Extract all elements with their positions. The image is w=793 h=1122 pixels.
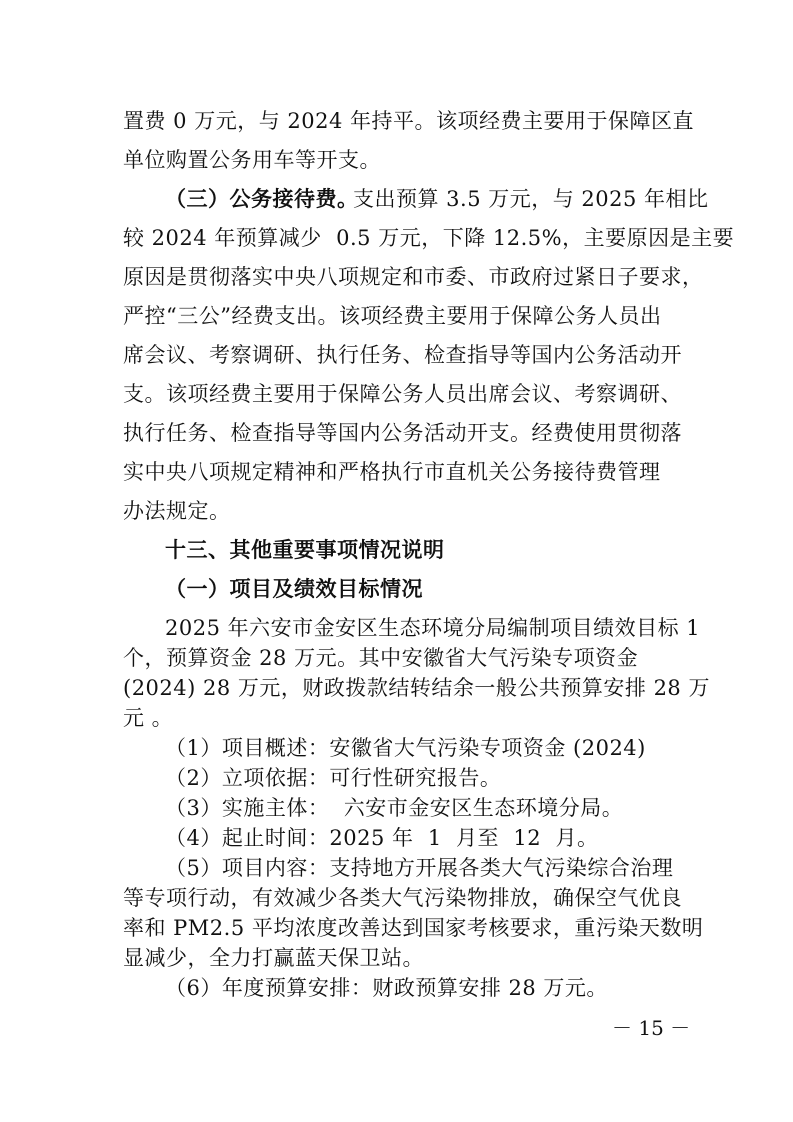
body-line: 显减少，全力打赢蓝天保卫站。 bbox=[123, 946, 424, 970]
body-line: 较 2024 年预算减少 0.5 万元，下降 12.5%，主要原因是主要 bbox=[123, 226, 735, 250]
list-item: （6）年度预算安排：财政预算安排 28 万元。 bbox=[165, 976, 608, 1000]
body-line: 实中央八项规定精神和严格执行市直机关公务接待费管理 bbox=[123, 460, 661, 484]
list-item: （1）项目概述：安徽省大气污染专项资金 (2024) bbox=[165, 736, 646, 760]
list-item: （2）立项依据：可行性研究报告。 bbox=[165, 766, 502, 790]
chapter-heading: 十三、其他重要事项情况说明 bbox=[165, 538, 445, 562]
section-heading-reception: （三）公务接待费。 bbox=[165, 187, 359, 211]
body-line: 2025 年六安市金安区生态环境分局编制项目绩效目标 1 bbox=[165, 616, 701, 640]
body-line: 支出预算 3.5 万元，与 2025 年相比 bbox=[353, 187, 709, 211]
body-line: 严控“三公”经费支出。该项经费主要用于保障公务人员出 bbox=[123, 304, 662, 328]
body-line: 原因是贯彻落实中央八项规定和市委、市政府过紧日子要求， bbox=[123, 265, 704, 289]
list-item: （5）项目内容：支持地方开展各类大气污染综合治理 bbox=[165, 856, 674, 880]
body-line: 率和 PM2.5 平均浓度改善达到国家考核要求，重污染天数明 bbox=[123, 916, 704, 940]
body-line: 支。该项经费主要用于保障公务人员出席会议、考察调研、 bbox=[123, 382, 682, 406]
body-line: 个，预算资金 28 万元。其中安徽省大气污染专项资金 bbox=[123, 646, 639, 670]
body-line: 席会议、考察调研、执行任务、检查指导等国内公务活动开 bbox=[123, 343, 682, 367]
body-line: 等专项行动，有效减少各类大气污染物排放，确保空气优良 bbox=[123, 886, 682, 910]
page-number: － 15 － bbox=[612, 1016, 691, 1040]
section-heading-projects: （一）项目及绩效目标情况 bbox=[165, 577, 423, 601]
body-line: 元 。 bbox=[123, 706, 174, 730]
body-line: 单位购置公务用车等开支。 bbox=[123, 148, 381, 172]
body-line: 办法规定。 bbox=[123, 499, 231, 523]
body-line: 置费 0 万元，与 2024 年持平。该项经费主要用于保障区直 bbox=[123, 109, 695, 133]
list-item: （3）实施主体： 六安市金安区生态环境分局。 bbox=[165, 796, 624, 820]
body-line: (2024) 28 万元，财政拨款结转结余一般公共预算安排 28 万 bbox=[123, 676, 710, 700]
list-item: （4）起止时间：2025 年 1 月至 12 月。 bbox=[165, 826, 599, 850]
body-line: 执行任务、检查指导等国内公务活动开支。经费使用贯彻落 bbox=[123, 421, 682, 445]
